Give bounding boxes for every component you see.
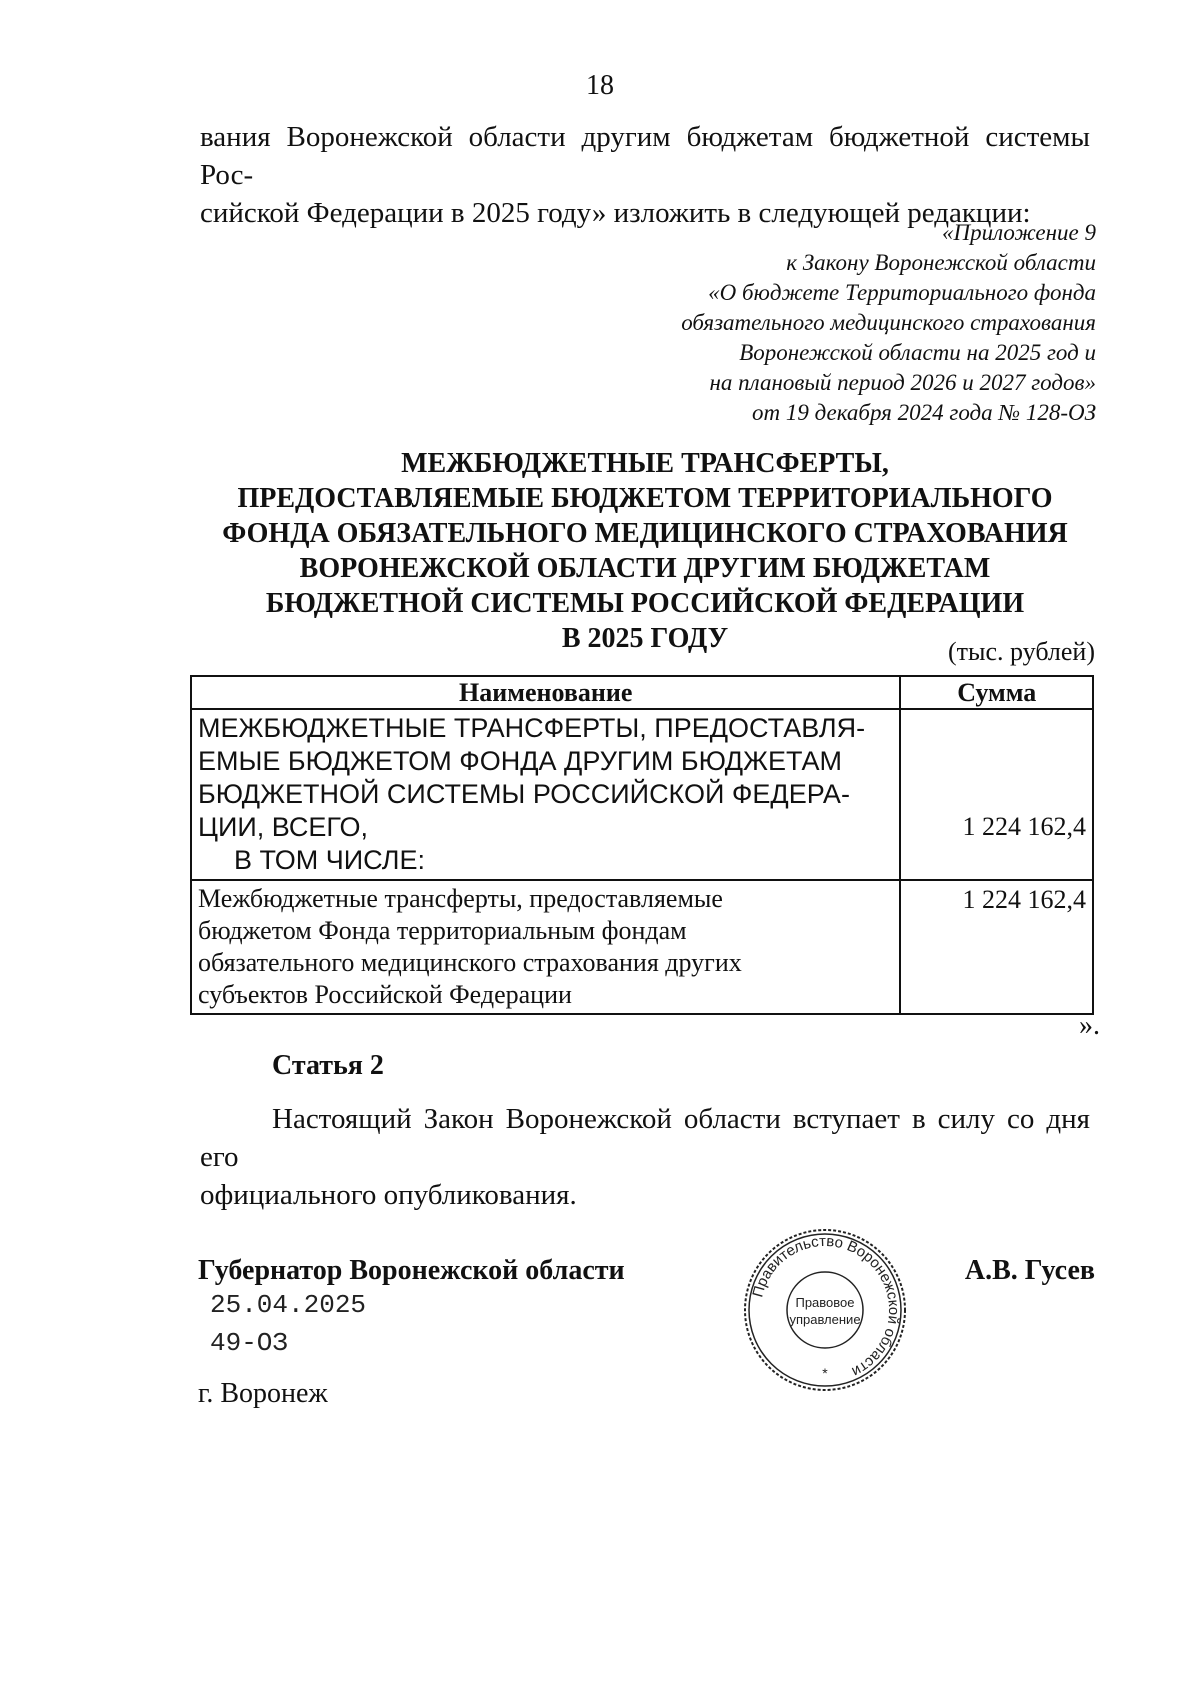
appendix-line: обязательного медицинского страхования [681,310,1096,335]
cell-line: БЮДЖЕТНОЙ СИСТЕМЫ РОССИЙСКОЙ ФЕДЕРА- [198,779,850,809]
cell-line: бюджетом Фонда территориальным фондам [198,916,687,945]
sum-value: 1 224 162,4 [962,812,1086,841]
cell-line: МЕЖБЮДЖЕТНЫЕ ТРАНСФЕРТЫ, ПРЕДОСТАВЛЯ- [198,713,866,743]
seal-star: * [822,1365,828,1381]
document-title [200,446,1090,656]
row-item-sum: 1 224 162,4 [900,880,1093,1014]
intro-line-2: сийской Федерации в 2025 году» изложить в следующей редакции: [200,197,1031,229]
cell-line: Межбюджетные трансферты, предоставляемые [198,884,723,913]
law-number: 49-ОЗ [210,1328,289,1358]
appendix-line: на плановый период 2026 и 2027 годов» [709,370,1096,395]
cell-line: субъектов Российской Федерации [198,980,572,1009]
page-number: 18 [586,70,614,101]
appendix-line: «Приложение 9 [941,220,1096,245]
transfers-table [190,675,1094,1015]
title-line: ВОРОНЕЖСКОЙ ОБЛАСТИ ДРУГИМ БЮДЖЕТАМ [299,553,991,584]
article-body [200,1100,1090,1214]
seal-inner-line-1: Правовое [795,1295,855,1310]
header-name: Наименование [191,676,900,709]
closing-quote: ». [1079,1010,1100,1041]
appendix-line: к Закону Воронежской области [786,250,1096,275]
appendix-line: Воронежской области на 2025 год и [739,340,1096,365]
unit-label: (тыс. рублей) [947,637,1095,666]
appendix-line: «О бюджете Территориального фонда [708,280,1096,305]
title-line: МЕЖБЮДЖЕТНЫЕ ТРАНСФЕРТЫ, [401,448,889,479]
cell-line: обязательного медицинского страхования других [198,948,742,977]
title-line: ПРЕДОСТАВЛЯЕМЫЕ БЮДЖЕТОМ ТЕРРИТОРИАЛЬНОГО [237,483,1053,514]
cell-subline: В ТОМ ЧИСЛЕ: [234,845,426,875]
body-line-1: Настоящий Закон Воронежской области вступает в силу со дня его [200,1103,1090,1173]
cell-line: ЦИИ, ВСЕГО, [198,812,369,842]
table-row [191,880,1093,1014]
article-heading: Статья 2 [272,1050,384,1081]
seal-inner-line-2: управление [789,1312,861,1327]
table-row [191,709,1093,880]
intro-line-1: вания Воронежской области другим бюджетам бюджетной системы Рос- [200,121,1090,191]
row-total-name [191,709,900,880]
title-line: В 2025 ГОДУ [561,623,729,654]
appendix-line: от 19 декабря 2024 года № 128-ОЗ [751,400,1096,425]
title-line: ФОНДА ОБЯЗАТЕЛЬНОГО МЕДИЦИНСКОГО СТРАХОВАНИЯ [222,518,1068,549]
table-header-row [191,676,1093,709]
body-line-2: официального опубликования. [200,1179,577,1211]
cell-line: ЕМЫЕ БЮДЖЕТОМ ФОНДА ДРУГИМ БЮДЖЕТАМ [198,746,843,776]
signing-date: 25.04.2025 [210,1290,367,1320]
row-total-sum [900,709,1093,880]
appendix-reference [536,218,1096,428]
official-seal-icon [740,1225,910,1395]
row-item-name [191,880,900,1014]
intro-paragraph [200,118,1090,232]
signer-name: А.В. Гусев [964,1255,1095,1286]
seal-outer-text: Правительство Воронежской области [749,1232,903,1381]
title-line: БЮДЖЕТНОЙ СИСТЕМЫ РОССИЙСКОЙ ФЕДЕРАЦИИ [265,588,1025,619]
signer-title: Губернатор Воронежской области [198,1255,625,1286]
header-sum: Сумма [900,676,1093,709]
city: г. Воронеж [198,1378,328,1409]
